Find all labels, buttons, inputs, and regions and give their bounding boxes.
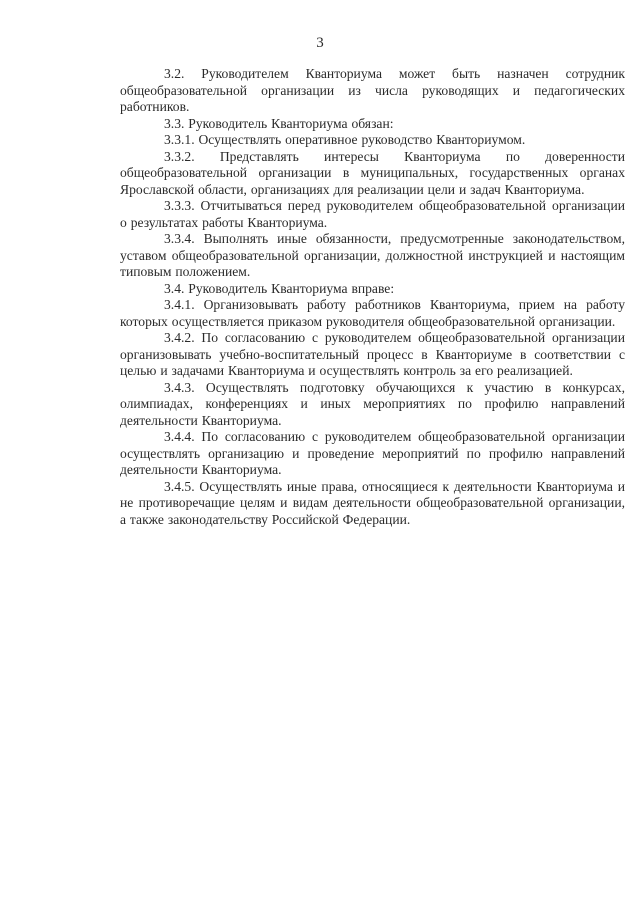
- paragraph-3-4-3: 3.4.3. Осуществлять подготовку обучающихся к участию в конкурсах, олимпиадах, конференциях и иных мероприятиях по профилю направлений деятельности Кванториума.: [120, 379, 625, 428]
- paragraph-3-4-2: 3.4.2. По согласованию с руководителем общеобразовательной организации организовывать учебно-воспитательный процесс в Кванториуме в соответствии с целью и задачами Кванториума и осуществлять контроль за его реализацией.: [120, 330, 625, 378]
- paragraph-3-3-1: 3.3.1. Осуществлять оперативное руководство Кванториумом.: [164, 132, 526, 147]
- page-number: 3: [316, 35, 324, 51]
- paragraph-3-4-4: 3.4.4. По согласованию с руководителем общеобразовательной организации осуществлять организацию и проведение мероприятий по профилю направлений деятельности Кванториума.: [120, 429, 625, 477]
- document-body: [120, 66, 625, 528]
- paragraph-3-3: 3.3. Руководитель Кванториума обязан:: [164, 115, 394, 131]
- paragraph-3-4-1: 3.4.1. Организовывать работу работников Кванториума, прием на работу которых осуществляется приказом руководителя общеобразовательной организации.: [120, 297, 625, 329]
- paragraph-3-3-3: 3.3.3. Отчитываться перед руководителем общеобразовательной организации о результатах работы Кванториума.: [120, 198, 625, 230]
- paragraph-3-3-4: 3.3.4. Выполнять иные обязанности, предусмотренные законодательством, уставом общеобразовательной организации, должностной инструкцией и настоящим типовым положением.: [120, 231, 625, 279]
- paragraph-3-2: 3.2. Руководителем Кванториума может быть назначен сотрудник общеобразовательной организации из числа руководящих и педагогических работников.: [120, 66, 625, 114]
- paragraph-3-4: 3.4. Руководитель Кванториума вправе:: [164, 280, 395, 296]
- paragraph-3-3-2: 3.3.2. Представлять интересы Кванториума по доверенности общеобразовательной организации в муниципальных, государственных органах Ярославской области, организациях для реализации цели и задач Кванториума.: [120, 148, 625, 197]
- paragraph-3-4-5: 3.4.5. Осуществлять иные права, относящиеся к деятельности Кванториума и не противоречащие целям и видам деятельности общеобразовательной организации, а также законодательству Российской Федерации.: [120, 478, 625, 527]
